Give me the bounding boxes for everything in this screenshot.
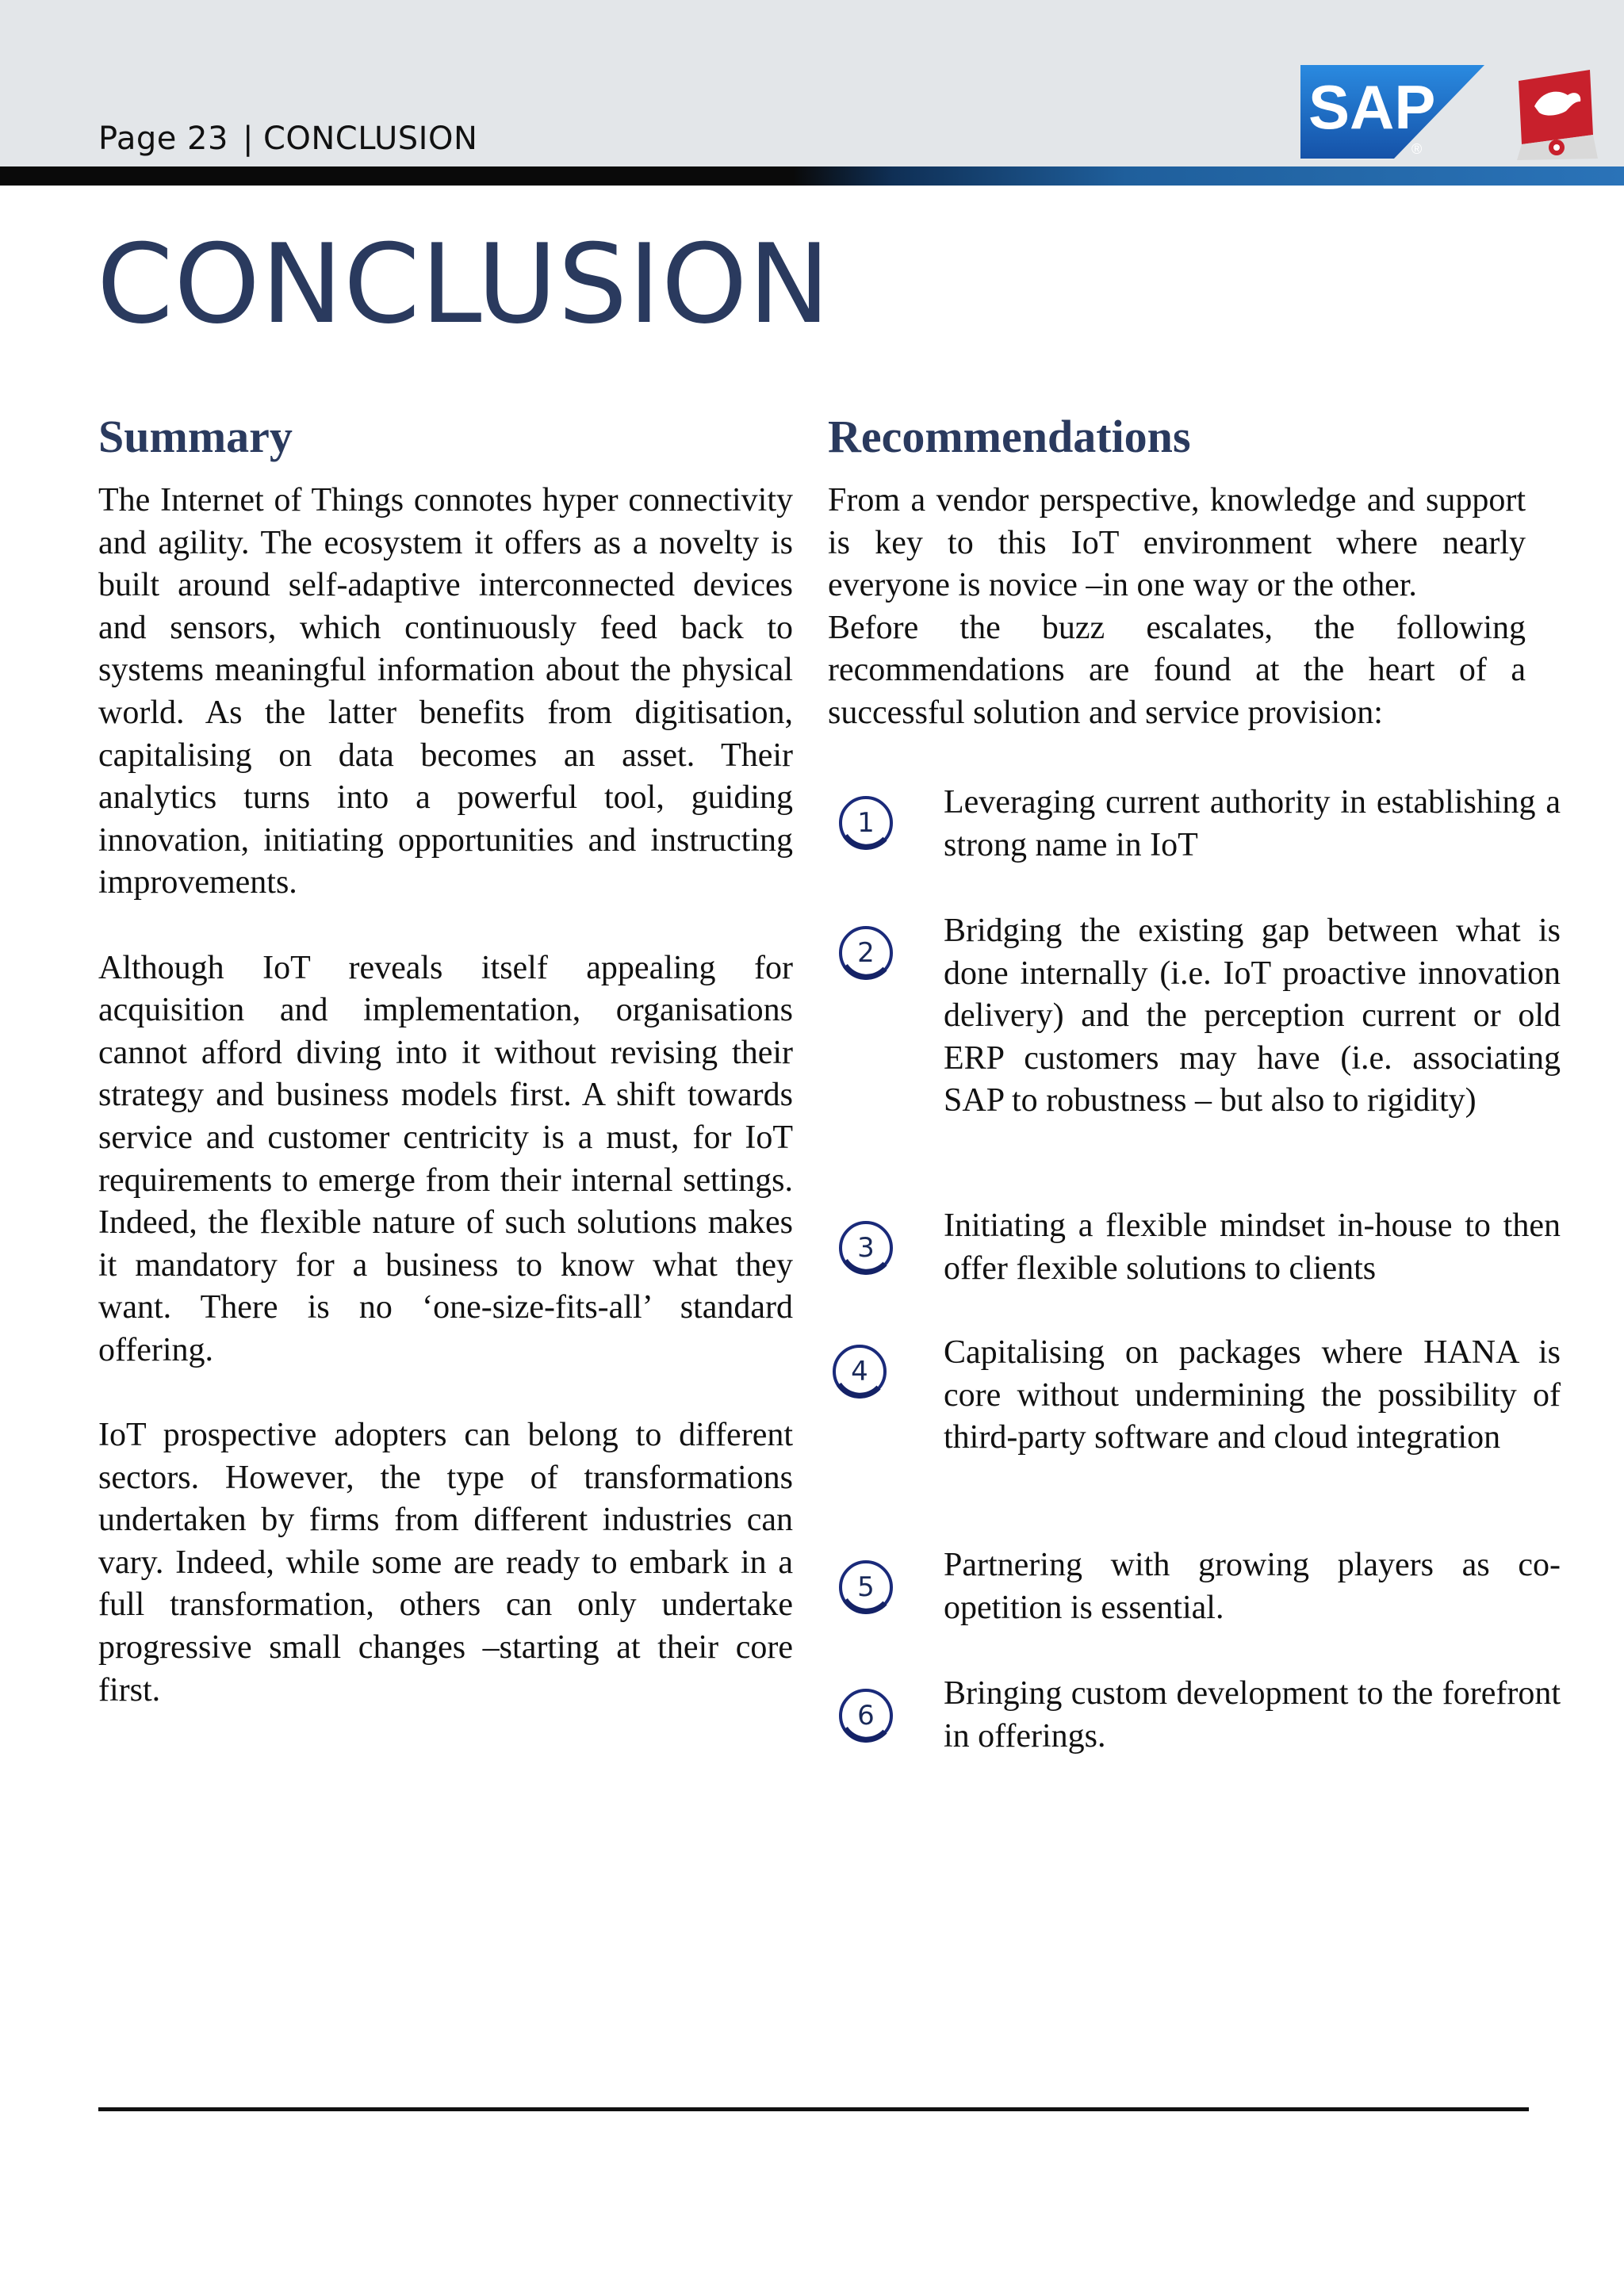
sap-logo-text: SAP — [1308, 72, 1436, 142]
number-badge — [837, 794, 894, 851]
recommendations-intro-2: Before the buzz escalates, the following recommendations are found at the heart of a successful solution and service provision: — [828, 609, 1526, 731]
number-badge — [831, 1343, 888, 1400]
page-title: CONCLUSION — [97, 220, 831, 348]
badge-number: 6 — [857, 1700, 875, 1732]
recommendation-text: Initiating a flexible mindset in-house to then offer flexible solutions to clients — [944, 1207, 1561, 1287]
page-number: Page 23 — [98, 121, 228, 157]
paragraph-gap — [98, 1372, 793, 1414]
paragraph-gap — [98, 905, 793, 947]
recommendation-text: Leveraging current authority in establishing a strong name in IoT — [944, 784, 1561, 863]
badge-number: 1 — [857, 807, 875, 839]
header-rule — [0, 166, 841, 186]
number-badge — [837, 924, 894, 982]
header-section: CONCLUSION — [262, 121, 478, 157]
recommendation-text: Bridging the existing gap between what is done internally (i.e. IoT proactive innovation delivery) and the perception current or old ERP customers may have (i.e. associating SAP to robustness – but also to rigidity) — [944, 913, 1561, 1119]
badge-number: 3 — [857, 1232, 875, 1264]
running-header — [98, 121, 477, 157]
summary-paragraph-3: IoT prospective adopters can belong to different sectors. However, the type of transformations undertaken by firms from different industries can vary. Indeed, while some are ready to embark in a full transformation, others can only undertake progressive small changes –starting at their core first. — [98, 1417, 793, 1709]
recommendation-text: Capitalising on packages where HANA is core without undermining the possibility of third-party software and cloud integration — [944, 1334, 1561, 1456]
summary-heading: Summary — [98, 411, 293, 462]
sap-registered-mark: ® — [1411, 141, 1423, 157]
number-badge — [837, 1687, 894, 1744]
recommendations-section — [828, 408, 1526, 735]
number-badge — [837, 1559, 894, 1616]
summary-section — [98, 408, 793, 1712]
header-separator: | — [242, 121, 254, 157]
header-rule-gradient — [793, 166, 1624, 186]
badge-number: 5 — [857, 1571, 875, 1603]
university-crest-icon — [1511, 67, 1603, 162]
recommendation-text: Bringing custom development to the forefront in offerings. — [944, 1675, 1561, 1755]
footer-rule — [98, 2107, 1529, 2111]
badge-number: 2 — [857, 937, 875, 969]
summary-paragraph-2: Although IoT reveals itself appealing for acquisition and implementation, organisations cannot afford diving into it without revising their strategy and business models first. A shift towards service and customer centricity is a must, for IoT requirements to emerge from their internal settings. Indeed, the flexible nature of such solutions makes it mandatory for a business to know what they want. There is no ‘one-size-fits-all’ standard offering. — [98, 949, 793, 1368]
number-badge — [837, 1219, 894, 1276]
sap-logo-icon — [1300, 65, 1484, 159]
recommendation-text: Partnering with growing players as co-opetition is essential. — [944, 1547, 1561, 1626]
summary-paragraph-1: The Internet of Things connotes hyper connectivity and agility. The ecosystem it offers as a novelty is built around self-adaptive interconnected devices and sensors, which continuously feed back to systems meaningful information about the physical world. As the latter benefits from digitisation, capitalising on data becomes an asset. Their analytics turns into a powerful tool, guiding innovation, initiating opportunities and instructing improvements. — [98, 482, 793, 901]
recommendations-heading: Recommendations — [828, 411, 1191, 462]
recommendations-intro-1: From a vendor perspective, knowledge and support is key to this IoT environment where nearly everyone is novice –in one way or the other. — [828, 482, 1526, 604]
badge-number: 4 — [851, 1356, 868, 1387]
